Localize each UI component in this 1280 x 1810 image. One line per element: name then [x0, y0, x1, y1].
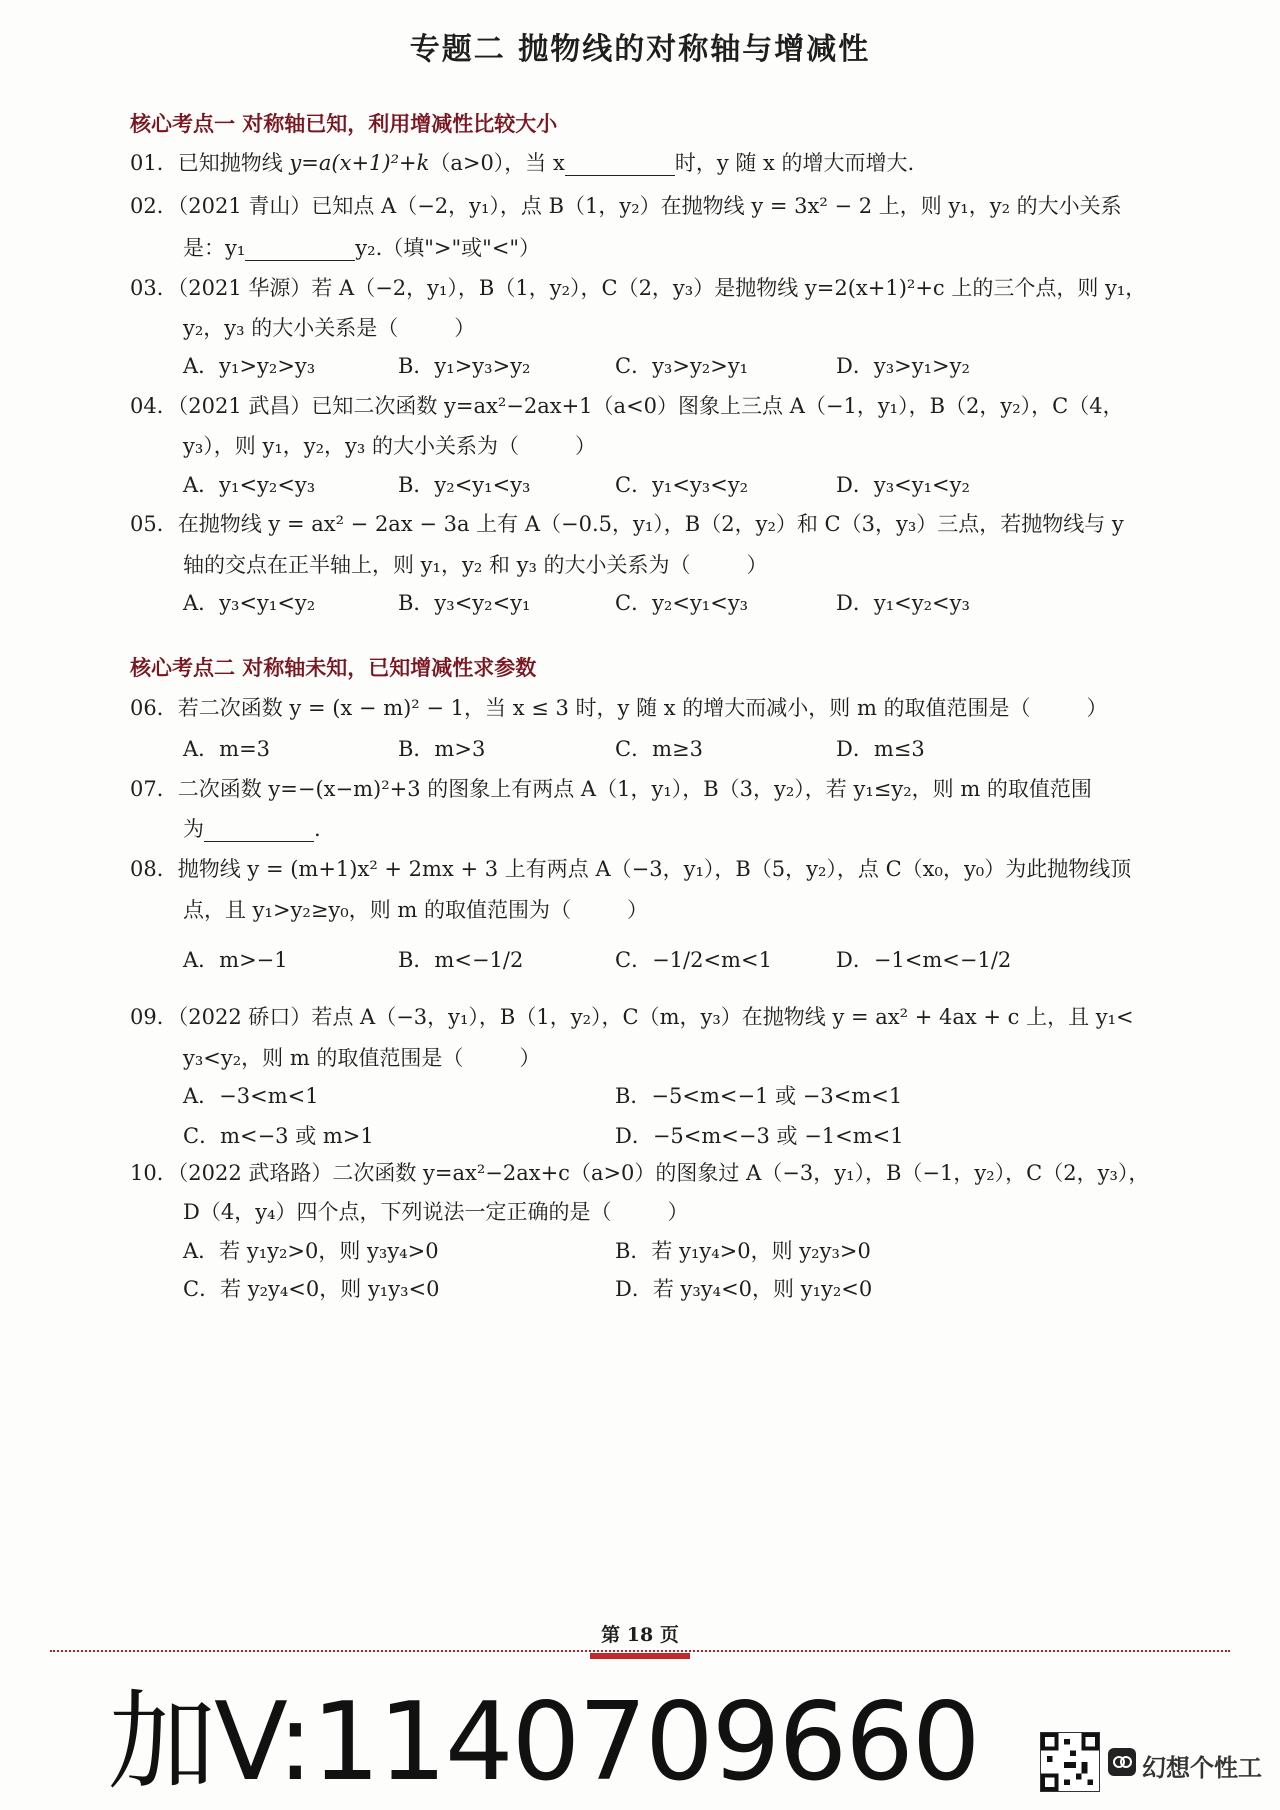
option-d: D．−1<m<−1/2: [836, 948, 1012, 972]
option-c: C．m≥3: [615, 737, 703, 761]
qr-code-icon: [1040, 1732, 1100, 1792]
option-c: C．若 y₂y₄<0，则 y₁y₃<0: [183, 1277, 440, 1301]
section-heading-2: 核心考点二 对称轴未知，已知增减性求参数: [130, 656, 537, 680]
question-10-cont: D（4，y₄）四个点，下列说法一定正确的是（ ）: [183, 1200, 689, 1224]
answer-blank: [245, 236, 355, 261]
option-a: A．−3<m<1: [183, 1084, 319, 1108]
option-a: A．y₁>y₂>y₃: [183, 354, 316, 378]
option-c: C．y₂<y₁<y₃: [615, 591, 749, 615]
option-d: D．y₁<y₂<y₃: [836, 591, 970, 615]
option-a: A．y₁<y₂<y₃: [183, 473, 316, 497]
option-d: D．若 y₃y₄<0，则 y₁y₂<0: [615, 1277, 873, 1301]
option-c: C．y₃>y₂>y₁: [615, 354, 749, 378]
question-09: 09．（2022 硚口）若点 A（−3，y₁），B（1，y₂），C（m，y₃）在抛物线 y = ax² + 4ax + c 上，且 y₁<: [130, 1005, 1134, 1029]
footer-divider: [50, 1650, 1230, 1652]
brand-logo-icon: [1108, 1748, 1136, 1776]
question-08: 08．抛物线 y = (m+1)x² + 2mx + 3 上有两点 A（−3，y₁），B（5，y₂），点 C（x₀，y₀）为此抛物线顶: [130, 857, 1132, 881]
question-05-cont: 轴的交点在正半轴上，则 y₁，y₂ 和 y₃ 的大小关系为（ ）: [183, 553, 768, 577]
question-07-cont: 为 .: [183, 817, 321, 841]
question-09-cont: y₃<y₂，则 m 的取值范围是（ ）: [183, 1046, 541, 1070]
option-d: D．−5<m<−3 或 −1<m<1: [615, 1124, 904, 1148]
brand-name: 幻想个性工: [1142, 1754, 1262, 1782]
option-a: A．y₃<y₁<y₂: [183, 591, 316, 615]
option-b: B．y₂<y₁<y₃: [398, 473, 531, 497]
page-number: 第 18 页: [601, 1624, 679, 1646]
option-a: A．若 y₁y₂>0，则 y₃y₄>0: [183, 1239, 439, 1263]
question-06: 06．若二次函数 y = (x − m)² − 1，当 x ≤ 3 时，y 随 x 的增大而减小，则 m 的取值范围是（ ）: [130, 696, 1108, 720]
option-c: C．y₁<y₃<y₂: [615, 473, 749, 497]
option-c: C．−1/2<m<1: [615, 948, 772, 972]
contact-watermark: 加V:1140709660: [108, 1680, 979, 1805]
option-c: C．m<−3 或 m>1: [183, 1124, 374, 1148]
question-02-cont: 是：y₁ y₂.（填">"或"<"）: [183, 236, 541, 260]
option-d: D．y₃<y₁<y₂: [836, 473, 970, 497]
option-b: B．m<−1/2: [398, 948, 524, 972]
section-heading-1: 核心考点一 对称轴已知，利用增减性比较大小: [130, 112, 558, 136]
question-10: 10．（2022 武珞路）二次函数 y=ax²−2ax+c（a>0）的图象过 A（−3，y₁），B（−1，y₂），C（2，y₃），: [130, 1161, 1150, 1185]
option-b: B．y₃<y₂<y₁: [398, 591, 531, 615]
question-08-cont: 点，且 y₁>y₂≥y₀，则 m 的取值范围为（ ）: [183, 898, 648, 922]
question-07: 07．二次函数 y=−(x−m)²+3 的图象上有两点 A（1，y₁），B（3，y₂），若 y₁≤y₂，则 m 的取值范围: [130, 777, 1092, 801]
question-03: 03．（2021 华源）若 A（−2，y₁），B（1，y₂），C（2，y₃）是抛物线 y=2(x+1)²+c 上的三个点，则 y₁，: [130, 276, 1147, 300]
answer-blank: [204, 817, 314, 842]
question-05: 05．在抛物线 y = ax² − 2ax − 3a 上有 A（−0.5，y₁），B（2，y₂）和 C（3，y₃）三点，若抛物线与 y: [130, 512, 1124, 536]
option-d: D．y₃>y₁>y₂: [836, 354, 970, 378]
question-01: 01．已知抛物线 y=a(x+1)²+k（a>0），当 x 时，y 随 x 的增大而增大.: [130, 151, 915, 175]
option-b: B．若 y₁y₄>0，则 y₂y₃>0: [615, 1239, 871, 1263]
page-title: 专题二 抛物线的对称轴与增减性: [409, 32, 871, 67]
option-b: B．−5<m<−1 或 −3<m<1: [615, 1084, 903, 1108]
option-d: D．m≤3: [836, 737, 925, 761]
question-03-cont: y₂，y₃ 的大小关系是（ ）: [183, 316, 476, 340]
question-04-cont: y₃），则 y₁，y₂，y₃ 的大小关系为（ ）: [183, 434, 596, 458]
option-b: B．m>3: [398, 737, 486, 761]
question-02: 02．（2021 青山）已知点 A（−2，y₁），点 B（1，y₂）在抛物线 y = 3x² − 2 上，则 y₁，y₂ 的大小关系: [130, 194, 1122, 218]
question-04: 04．（2021 武昌）已知二次函数 y=ax²−2ax+1（a<0）图象上三点 A（−1，y₁），B（2，y₂），C（4，: [130, 394, 1124, 418]
option-a: A．m=3: [183, 737, 271, 761]
option-a: A．m>−1: [183, 948, 288, 972]
answer-blank: [565, 151, 675, 176]
option-b: B．y₁>y₃>y₂: [398, 354, 531, 378]
